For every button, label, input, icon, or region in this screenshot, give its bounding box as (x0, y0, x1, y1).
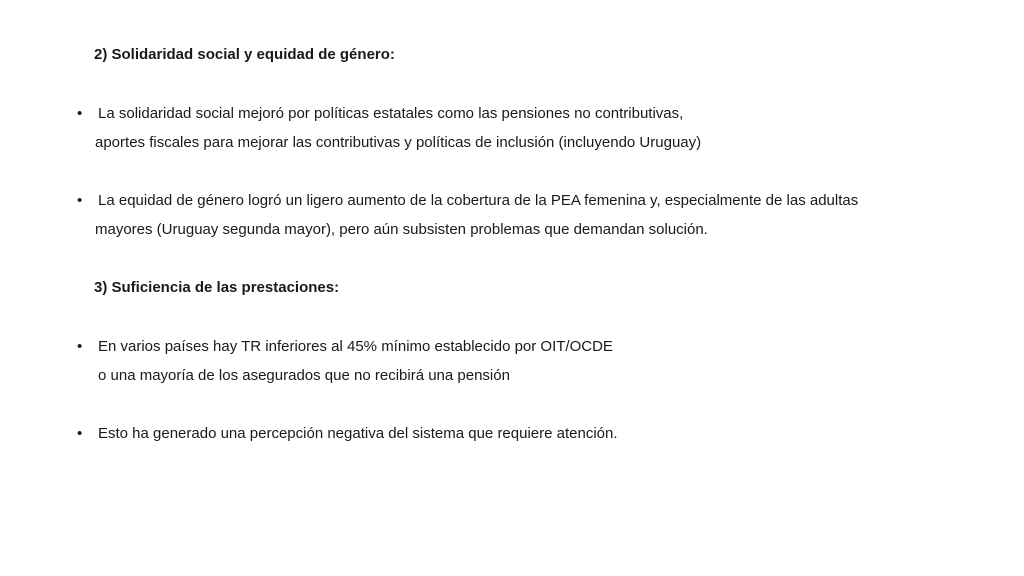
bullet-text-continuation: mayores (Uruguay segunda mayor), pero aún subsisten problemas que demandan solución. (95, 221, 708, 238)
bullet-dot: • (77, 105, 83, 122)
bullet-dot: • (77, 425, 83, 442)
bullet-dot: • (77, 192, 83, 209)
bullet-text-continuation: aportes fiscales para mejorar las contributivas y políticas de inclusión (incluyendo Uruguay) (95, 134, 702, 151)
bullet-text-line: La equidad de género logró un ligero aumento de la cobertura de la PEA femenina y, especialmente de las adultas (98, 192, 859, 209)
bullet-text-continuation: o una mayoría de los asegurados que no recibirá una pensión (98, 367, 510, 384)
bullet-dot: • (77, 338, 83, 355)
bullet-text-line: En varios países hay TR inferiores al 45% mínimo establecido por OIT/OCDE (98, 338, 613, 355)
bullet-text-line: Esto ha generado una percepción negativa del sistema que requiere atención. (98, 425, 618, 442)
bullet-text-line: La solidaridad social mejoró por políticas estatales como las pensiones no contributivas, (98, 105, 684, 122)
section-heading-solidaridad: 2) Solidaridad social y equidad de género: (94, 46, 395, 63)
section-heading-suficiencia: 3) Suficiencia de las prestaciones: (94, 279, 340, 296)
